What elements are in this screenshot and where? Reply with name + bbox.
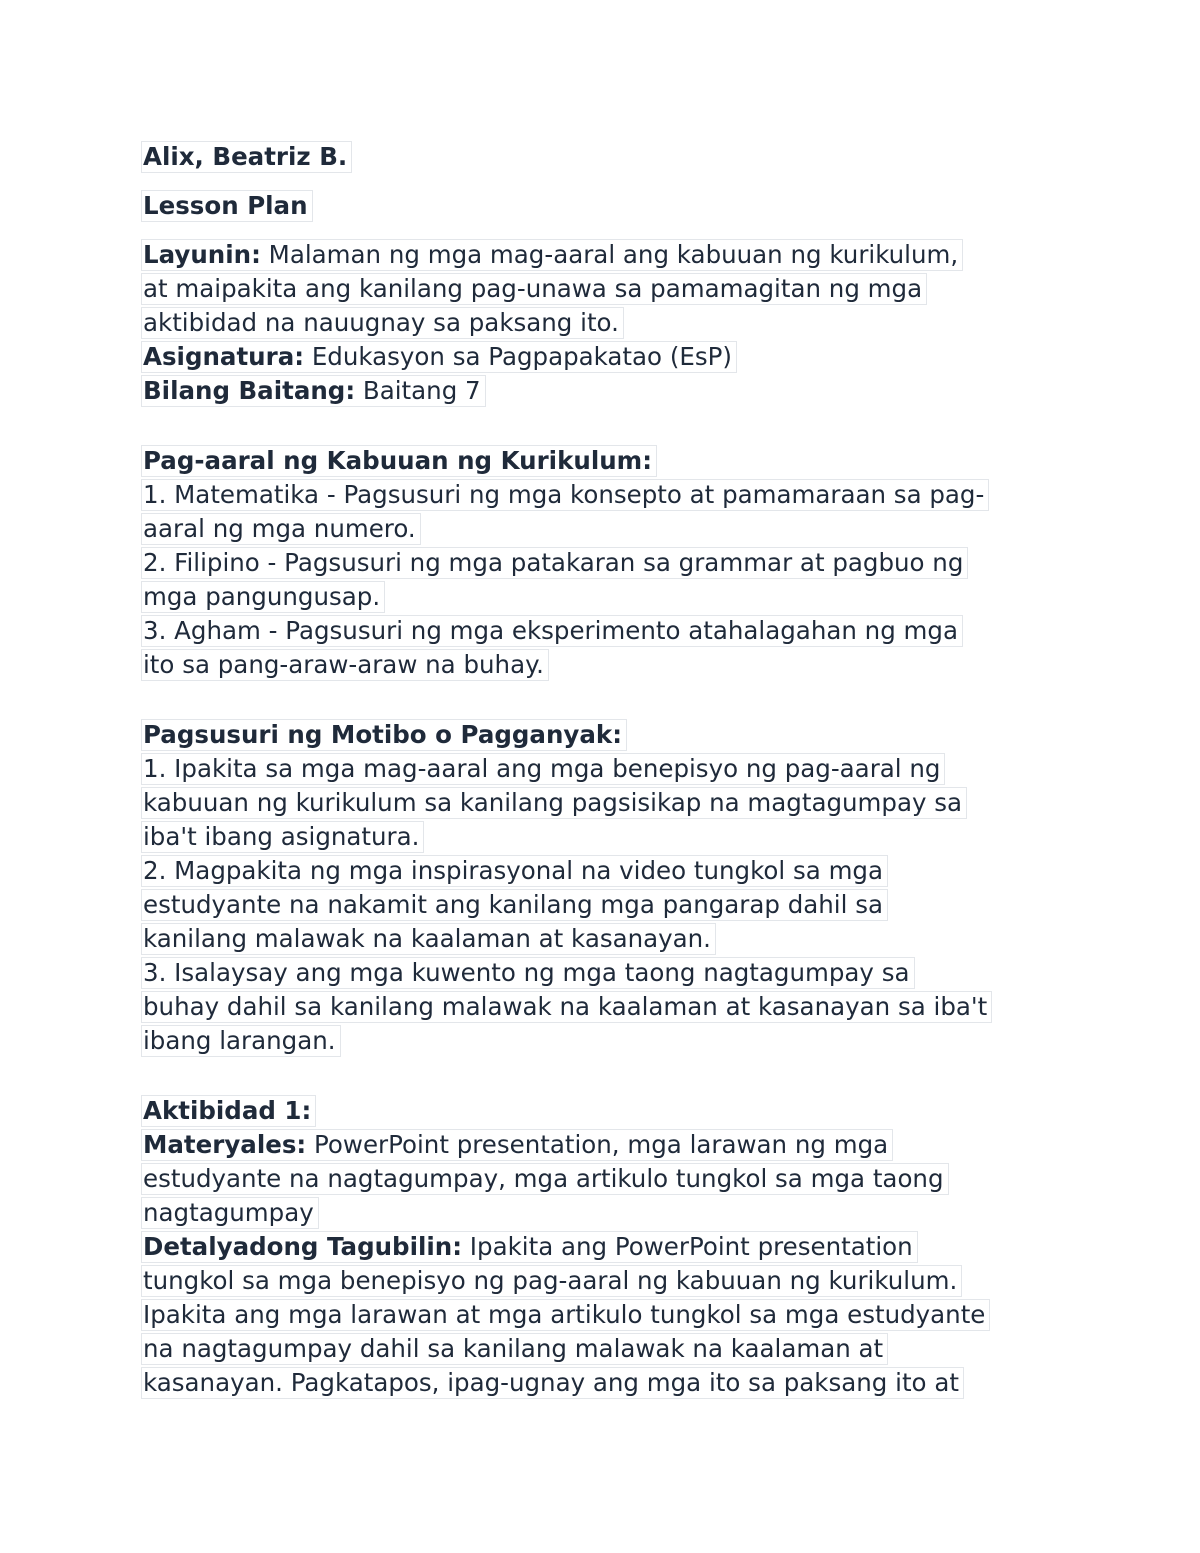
aktibidad-heading: Aktibidad 1: <box>143 1094 316 1128</box>
motibo-line: ibang larangan. <box>143 1024 341 1058</box>
materyales-text: PowerPoint presentation, mga larawan ng mga <box>306 1130 889 1159</box>
layunin-text: Malaman ng mga mag-aaral ang kabuuan ng kurikulum, <box>260 240 959 269</box>
asignatura-line <box>143 340 737 374</box>
motibo-line: kabuuan ng kurikulum sa kanilang pagsisikap na magtagumpay sa <box>143 786 967 820</box>
asignatura-label: Asignatura: <box>143 342 305 371</box>
kurikulum-line: ito sa pang-araw-araw na buhay. <box>143 648 549 682</box>
asignatura-value: Edukasyon sa Pagpapakatao (EsP) <box>304 342 732 371</box>
motibo-line: 1. Ipakita sa mga mag-aaral ang mga benepisyo ng pag-aaral ng <box>143 752 945 786</box>
tagubilin-line: kasanayan. Pagkatapos, ipag-ugnay ang mga ito sa paksang ito at <box>143 1366 964 1400</box>
motibo-line: buhay dahil sa kanilang malawak na kaalaman at kasanayan sa iba't <box>143 990 992 1024</box>
tagubilin-line: na nagtagumpay dahil sa kanilang malawak na kaalaman at <box>143 1332 888 1366</box>
motibo-line: kanilang malawak na kaalaman at kasanayan. <box>143 922 716 956</box>
tagubilin-line: tungkol sa mga benepisyo ng pag-aaral ng kabuuan ng kurikulum. <box>143 1264 962 1298</box>
kurikulum-line: 2. Filipino - Pagsusuri ng mga patakaran sa grammar at pagbuo ng <box>143 546 968 580</box>
document-title: Lesson Plan <box>143 189 313 223</box>
materyales-line-1 <box>143 1128 893 1162</box>
kurikulum-line: 1. Matematika - Pagsusuri ng mga konsepto at pamamaraan sa pag- <box>143 478 989 512</box>
layunin-line-1 <box>143 238 963 272</box>
kurikulum-heading: Pag-aaral ng Kabuuan ng Kurikulum: <box>143 444 657 478</box>
materyales-line-2: estudyante na nagtagumpay, mga artikulo tungkol sa mga taong <box>143 1162 949 1196</box>
baitang-value: Baitang 7 <box>355 376 481 405</box>
baitang-line <box>143 374 486 408</box>
motibo-line: iba't ibang asignatura. <box>143 820 424 854</box>
layunin-label: Layunin: <box>143 240 261 269</box>
tagubilin-text: Ipakita ang PowerPoint presentation <box>462 1232 913 1261</box>
baitang-label: Bilang Baitang: <box>143 376 356 405</box>
layunin-line-3: aktibidad na nauugnay sa paksang ito. <box>143 306 624 340</box>
tagubilin-line-1 <box>143 1230 918 1264</box>
tagubilin-label: Detalyadong Tagubilin: <box>143 1232 463 1261</box>
motibo-line: estudyante na nakamit ang kanilang mga pangarap dahil sa <box>143 888 888 922</box>
kurikulum-line: mga pangungusap. <box>143 580 385 614</box>
motibo-line: 3. Isalaysay ang mga kuwento ng mga taong nagtagumpay sa <box>143 956 915 990</box>
motibo-line: 2. Magpakita ng mga inspirasyonal na video tungkol sa mga <box>143 854 888 888</box>
materyales-label: Materyales: <box>143 1130 307 1159</box>
kurikulum-line: 3. Agham - Pagsusuri ng mga eksperimento atahalagahan ng mga <box>143 614 963 648</box>
motibo-heading: Pagsusuri ng Motibo o Pagganyak: <box>143 718 627 752</box>
layunin-line-2: at maipakita ang kanilang pag-unawa sa pamamagitan ng mga <box>143 272 927 306</box>
kurikulum-line: aaral ng mga numero. <box>143 512 421 546</box>
tagubilin-line: Ipakita ang mga larawan at mga artikulo tungkol sa mga estudyante <box>143 1298 990 1332</box>
materyales-line-3: nagtagumpay <box>143 1196 319 1230</box>
author-name: Alix, Beatriz B. <box>143 140 352 174</box>
